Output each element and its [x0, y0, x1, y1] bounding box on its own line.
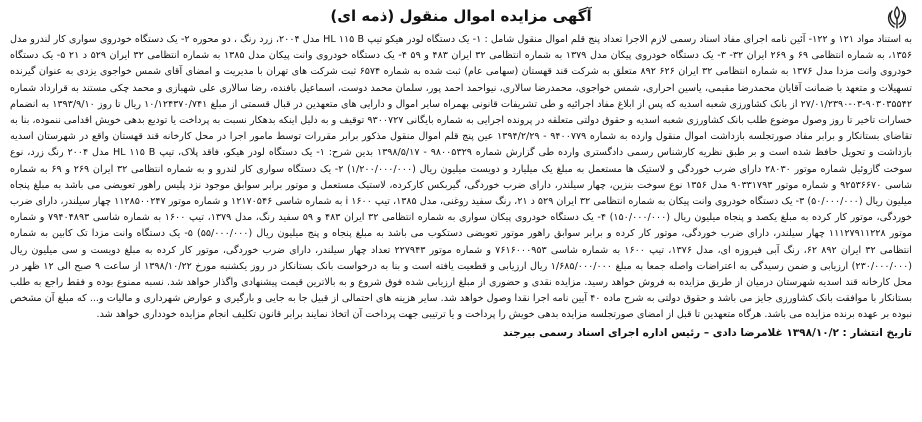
- notice-body: به استناد مواد ۱۲۱ و ۱۲۲- آئین نامه اجرای مفاد اسناد رسمی لازم الاجرا تعداد پنج قلم اموال منقول شامل : ۱- یک دستگاه لودر هیکو تیپ HL ۱۱۵ B مدل ۲۰۰۴، زرد رنگ ، دو محوره ۲- یک دستگاه خودروی سواری کار لندرو مدل ۱۳۵۶، به شماره انتظامی ۶۹ و ۲۶۹ ایران ۳۲- ۳- یک دستگاه خودروی پیکان مدل ۱۳۷۹ به شماره انتظامی ۳۲ ایران ۴۸۳ و ۵۹ ۴- یک دستگاه خودروی وانت پیکان مدل ۱۳۸۵ به شماره انتظامی ۳۲ ایران ۵۲۹ د ۲۱ ۵- یک دستگاه خودروی وانت مزدا مدل ۱۳۷۶ به شماره انتظامی ۳۲ ایران ۶۲۶ ۸۹۲ متعلق به شرکت قند قهستان (سهامی عام) ثبت شده به شماره ۶۵۷۴ ثبت شرکت های تهران با مدیریت و امضای آقای شمس خواجوی یزدی به عنوان گیرنده تسهیلات و متعهد با ضمانت آقایان محمدرضا مقیمی، یاسین احراری، شمس خواجوی، محمدرضا سالاری، نیواحمد احمد پور، سلمان محمد دوست، اسماعیل بافنده، رضا سالاری علی شهبازی و محمد چکی مستند به قرارداد شماره ۹۰۳۰۳۵۵۴۲-۰۳-۲۷/۰۱/۲۳۹۰ از بانک کشاورزی شعبه اسدیه که پس از ابلاغ مفاد اجرائیه و طی تشریفات قانونی بهمراه سایر اموال و دارایی های متعهدین در قبال قسمتی از مبلغ ۱۰/۱۲۴۳۷۰/۷۴۱ ریال تا روز ۱۳۹۳/۹/۱۰ به انضمام خسارات تاخیر تا روز وصول موضوع طلب بانک کشاورزی شعبه اسدیه و حقوق دولتی متعلقه در پرونده اجرایی به شماره بایگانی ۹۳۰۰۷۲۷ توقیف و به دلیل اینکه بدهکار نسبت به پرداخت یا تودیع بدهی خویش اقدامی ننموده، بنا به تقاضای بستانکار و برابر مفاد صورتجلسه بازداشت اموال منقول وارده به شماره ۹۴۰۰۷۷۹ - ۱۳۹۴/۲/۲۹ عین پنج قلم اموال منقول مذکور برابر مقررات توسط مامور اجرا در محل کارخانه قند قهستان واقع در شهرستان اسدیه بازداشت و تحویل حافظ شده است و بر طبق نظریه کارشناس رسمی دادگستری وارده طی گزارش شماره ۹۸۰۰۵۳۲۹ - ۱۳۹۸/۵/۱۷ بدین شرح: ۱- یک دستگاه لودر هیکو، فاقد پلاک، تیپ HL ۱۱۵ B مدل ۲۰۰۴ رنگ زرد، نوع سوخت گازوئیل شماره موتور ۲۸۰۳۰ دارای ضرب خوردگی و لاستیک ها مستعمل به مبلغ یک میلیارد و دویست میلیون ریال (۱/۲۰۰/۰۰۰/۰۰۰) ۲- یک دستگاه سواری کار لندرو و به شماره انتظامی ۳۲ ایران ۲۶۹ و ۶۹ به شماره شاسی ۹۲۵۳۶۶۷۰ و شماره موتور ۹۰۳۳۱۷۹۳ مدل ۱۳۵۶ نوع سوخت بنزین، چهار سیلندر، دارای ضرب خوردگی، گیربکس کارکرده، لاستیک مستعمل و موتور برابر سوابق موجود نزد پلیس راهور تعویضی می باشد به مبلغ پنجاه میلیون ریال (۵۰/۰۰۰/۰۰۰) ۳- یک دستگاه خودروی وانت پیکان به شماره انتظامی ۳۲ ایران ۵۲۹ د ۲۱، رنگ سفید روغنی، مدل ۱۳۸۵، تیپ ۱۶۰۰ i به شماره شاسی ۱۲۱۷۰۵۴۶ و شماره موتور ۱۱۲۸۵۰۰۲۴۷ چهار سیلندر، دارای ضرب خوردگی، موتور کار کرده به مبلغ یکصد و پنجاه میلیون ریال (۱۵۰/۰۰۰/۰۰۰) ۴- یک دستگاه خودروی پیکان سواری به شماره انتظامی ۳۲ ایران ۴۸۳ و ۵۹ سفید رنگ، مدل ۱۳۷۹، تیپ ۱۶۰۰ به شماره شاسی ۷۹۴۰۴۸۹۳ و شماره موتور ۱۱۱۲۷۹۱۱۲۲۸ چهار سیلندر، دارای ضرب خوردگی، موتور کار کرده و برابر سوابق راهور موتور تعویضی دستکوب می باشد به مبلغ پنجاه و پنج میلیون ریال (۵۵/۰۰۰/۰۰۰) ۵- یک دستگاه وانت مزدا تک کابین به شماره انتظامی ۳۲ ایران ۸۹۲ ۶۲، رنگ آبی فیروزه ای، مدل ۱۳۷۶، تیپ ۱۶۰۰ به شماره شاسی ۷۶۱۶۰۰۰۹۵۳ و شماره موتور ۲۲۷۹۴۳ تعداد چهار سیلندر، دارای ضرب خوردگی، موتور کار کرده به مبلغ دویست و سی میلیون ریال (۲۳۰/۰۰۰/۰۰۰) ارزیابی و ضمن رسیدگی به اعتراضات واصله جمعا به مبلغ ۱/۶۸۵/۰۰۰/۰۰۰ ریال ارزیابی و قطعیت یافته است و بنا به درخواست بانک بستانکار در روز یکشنبه مورخ ۱۳۹۸/۱۰/۲۲ از ساعت ۹ صبح الی ۱۲ ظهر در محل کارخانه قند اسدیه شهرستان درمیان از طریق مزایده به فروش خواهد رسید. مزایده نقدی و حضوری از مبلغ ارزیابی شده فوق شروع و به بالاترین قیمت پیشنهادی واگذار خواهد شد. نسبه ممنوع بوده و فقط راجع به طلب بستانکار با موافقت بانک کشاورزی جایز می باشد و حقوق دولتی به شرح ماده ۴۰ آیین نامه اجرا نقدا وصول خواهد شد. سایر هزینه های احتمالی از قبیل جا به جایی و بارگیری و عوارض شهرداری و مالیات و... که مبلغ آن مشخص نبوده بر عهده برنده مزایده می باشد. هرگاه متعهدین تا قبل از امضای صورتجلسه مزایده بدهی خویش را پرداخت و یا ترتیبی جهت پرداخت آن اتخاذ نمایند برابر قانون تکلیف انجام مزایده خودداری خواهد شد.: [10, 34, 913, 321]
- iran-emblem-icon: [884, 4, 910, 30]
- notice-footer: تاریخ انتشار : ۱۳۹۸/۱۰/۲ غلامرضا دادی – رئیس اداره اجرای اسناد رسمی بیرجند: [502, 326, 912, 339]
- notice-title: آگهی مزایده اموال منقول (ذمه ای): [330, 7, 592, 25]
- notice-header: [8, 2, 914, 32]
